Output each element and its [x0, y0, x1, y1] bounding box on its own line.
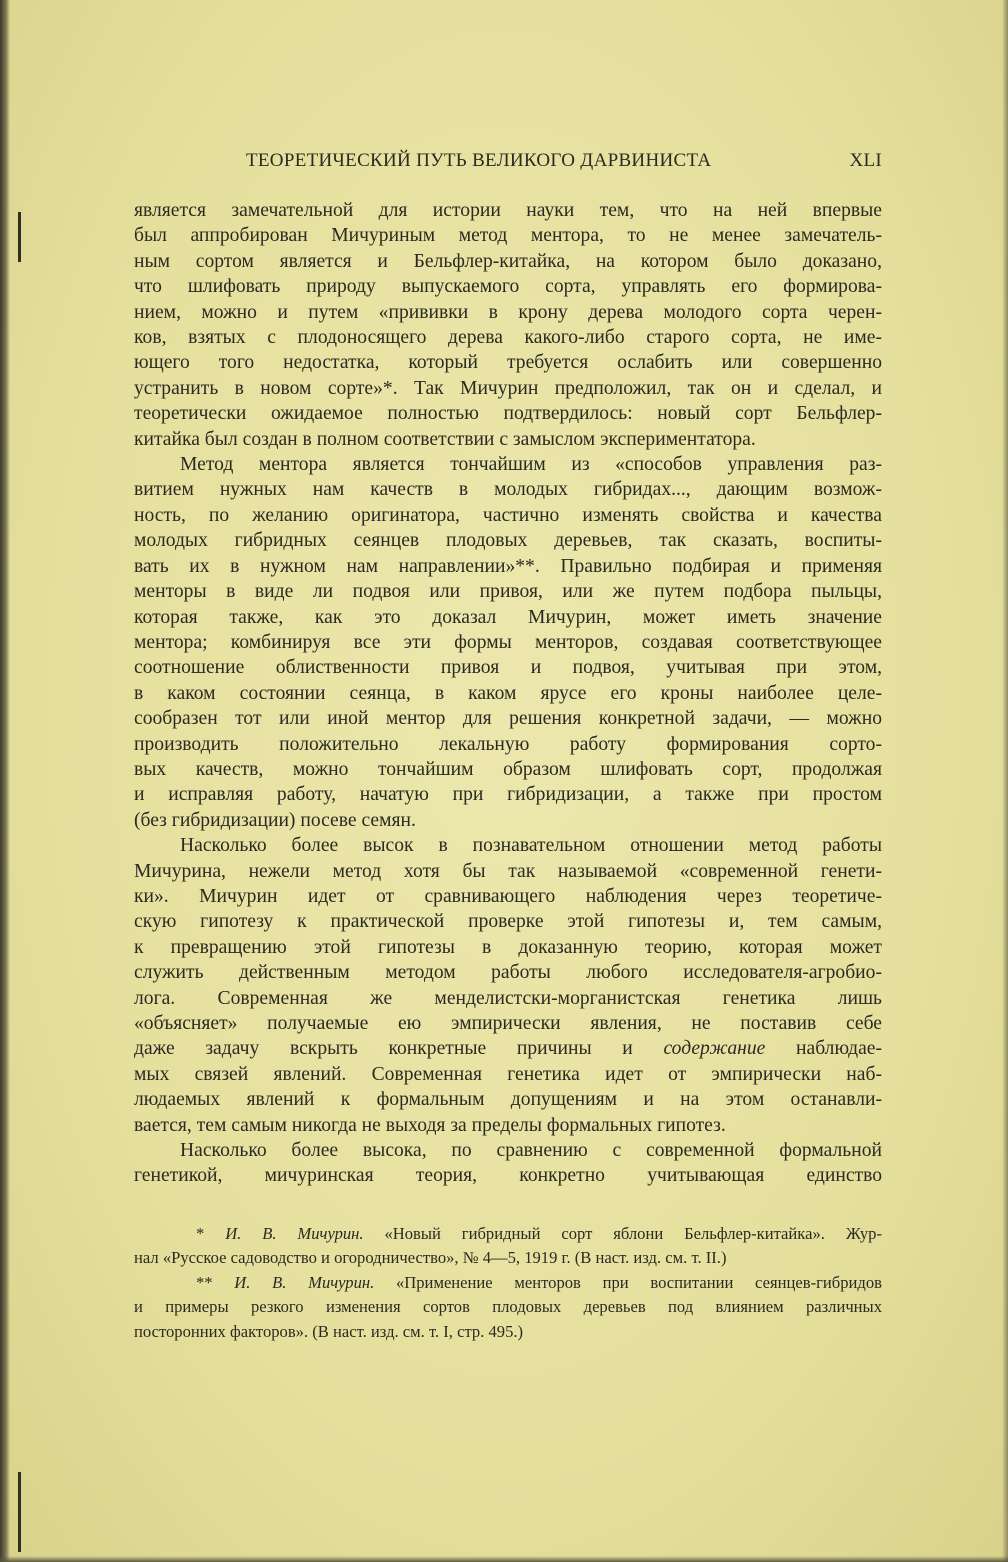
footnote-text: «Новый гибридный сорт яблони Бельфлер-китайка». Жур-	[363, 1224, 882, 1243]
text-line: вых качеств, можно тончайшим образом шлифовать сорт, продолжая	[134, 758, 882, 780]
footnotes	[134, 1222, 882, 1344]
page-header	[134, 150, 882, 180]
footnote-author: И. В. Мичурин.	[225, 1224, 364, 1243]
text-line: витием нужных нам качеств в молодых гибридах..., дающим возмож-	[134, 479, 882, 501]
text-line: менторы в виде ли подвоя или привоя, или же путем подбора пыльцы,	[134, 581, 882, 603]
text-run: наблюдае-	[765, 1038, 882, 1060]
text-line: ки». Мичурин идет от сравнивающего наблюдения через теоретиче-	[134, 885, 882, 907]
scan-left-edge	[0, 0, 10, 1562]
footnote-1-line: нал «Русское садоводство и огородничество», № 4—5, 1919 г. (В наст. изд. см. т. II.)	[134, 1248, 727, 1268]
text-line: что шлифовать природу выпускаемого сорта, управлять его формирова-	[134, 276, 882, 298]
text-line: «объясняет» получаемые ею эмпирически явления, не поставив себе	[134, 1013, 882, 1034]
text-line: ментора; комбинируя все эти формы менторов, создавая соответствующее	[134, 631, 882, 653]
scan-right-edge	[1002, 0, 1008, 1562]
scan-bottom-edge	[0, 1556, 1008, 1562]
text-line: вать их в нужном нам направлении»**. Правильно подбирая и применяя	[134, 555, 882, 577]
text-line: ность, по желанию оригинатора, частично изменять свойства и качества	[134, 504, 882, 526]
footnote-marker: **	[196, 1272, 235, 1292]
text-line: является замечательной для истории науки тем, что на ней впервые	[134, 200, 882, 221]
text-line: китайка был создан в полном соответствии с замыслом экспериментатора.	[134, 428, 756, 450]
footnote-text: «Применение менторов при воспитании сеянцев-гибридов	[374, 1272, 882, 1292]
emphasis-word: содержание	[663, 1038, 766, 1060]
text-line: устранить в новом сорте»*. Так Мичурин предположил, так он и сделал, и	[134, 377, 882, 399]
running-title: ТЕОРЕТИЧЕСКИЙ ПУТЬ ВЕЛИКОГО ДАРВИНИСТА	[246, 150, 712, 171]
footnote-2-line	[134, 1271, 882, 1295]
text-line: к превращению этой гипотезы в доказанную теорию, которая может	[134, 936, 882, 958]
text-line: мых связей явлений. Современная генетика идет от эмпирически наб-	[134, 1063, 882, 1085]
text-line: (без гибридизации) посеве семян.	[134, 809, 416, 831]
margin-mark	[18, 212, 21, 262]
text-line: Насколько более высок в познавательном отношении метод работы	[180, 835, 882, 857]
text-line: молодых гибридных сеянцев плодовых деревьев, так сказать, воспиты-	[134, 530, 882, 552]
margin-mark	[18, 1472, 21, 1552]
footnote-marker: *	[196, 1224, 226, 1243]
text-line: в каком состоянии сеянца, в каком ярусе его кроны наиболее целе-	[134, 682, 882, 704]
text-line: теоретически ожидаемое полностью подтвердилось: новый сорт Бельфлер-	[134, 403, 882, 425]
text-line: людаемых явлений к формальным допущениям и на этом останавли-	[134, 1089, 882, 1111]
body-text	[134, 198, 882, 1189]
page-number: XLI	[849, 150, 882, 171]
text-line: Насколько более высока, по сравнению с современной формальной	[180, 1140, 882, 1162]
text-line: производить положительно лекальную работу формирования сорто-	[134, 733, 882, 755]
text-line: скую гипотезу к практической проверке этой гипотезы и, тем самым,	[134, 911, 882, 933]
text-line: генетикой, мичуринская теория, конкретно учитывающая единство	[134, 1165, 882, 1187]
footnote-1-line	[134, 1222, 882, 1246]
text-line: нием, можно и путем «прививки в крону дерева молодого сорта черен-	[134, 301, 882, 323]
text-line: ным сортом является и Бельфлер-китайка, на котором было доказано,	[134, 250, 882, 272]
text-line: соотношение облиственности привоя и подвоя, учитывая при этом,	[134, 657, 882, 679]
text-line: ющего того недостатка, который требуется ослабить или совершенно	[134, 352, 882, 374]
text-line	[134, 1036, 882, 1061]
text-line: ков, взятых с плодоносящего дерева какого-либо старого сорта, не име-	[134, 327, 882, 349]
text-line: сообразен тот или иной ментор для решения конкретной задачи, — можно	[134, 708, 882, 730]
text-line: и исправляя работу, начатую при гибридизации, а также при простом	[134, 784, 882, 806]
footnote-2-line: и примеры резкого изменения сортов плодовых деревьев под влиянием различных	[134, 1297, 882, 1317]
text-line: Метод ментора является тончайшим из «способов управления раз-	[180, 454, 882, 476]
text-line: служить действенным методом работы любого исследователя-агробио-	[134, 962, 882, 984]
text-line: которая также, как это доказал Мичурин, может иметь значение	[134, 606, 882, 628]
text-line: лога. Современная же менделистски-морганистская генетика лишь	[134, 987, 882, 1009]
text-run: даже задачу вскрыть конкретные причины и	[134, 1038, 664, 1060]
footnote-author: И. В. Мичурин.	[234, 1272, 375, 1292]
text-line: вается, тем самым никогда не выходя за пределы формальных гипотез.	[134, 1114, 726, 1136]
footnote-2-line: посторонних факторов». (В наст. изд. см. т. I, стр. 495.)	[134, 1321, 524, 1341]
text-line: был аппробирован Мичуриным метод ментора, то не менее замечатель-	[134, 225, 882, 247]
text-line: Мичурина, нежели метод хотя бы так называемой «современной генети-	[134, 860, 882, 882]
